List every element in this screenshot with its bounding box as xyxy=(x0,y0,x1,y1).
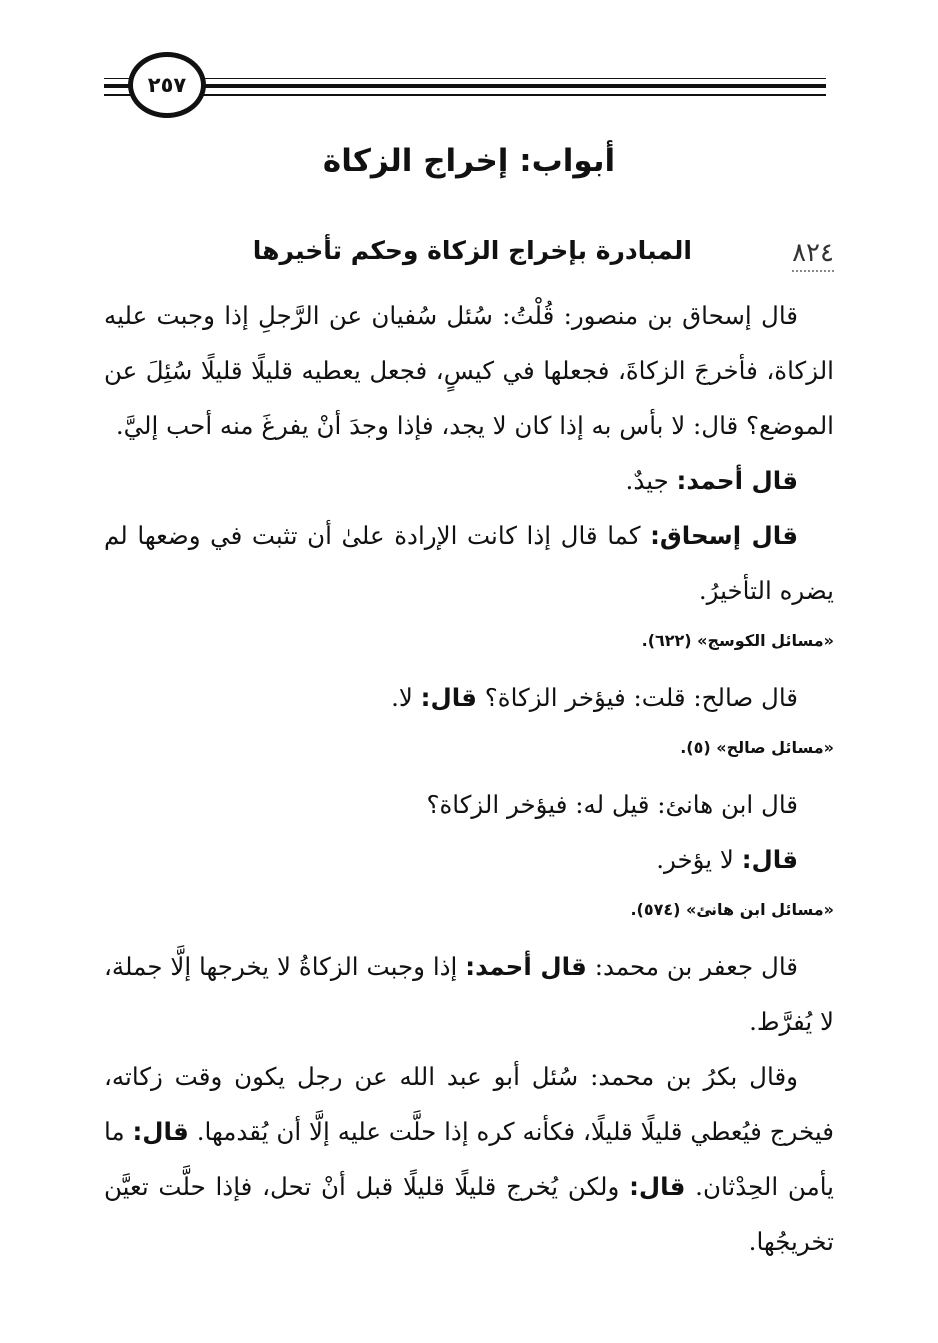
paragraph-answer: لا. xyxy=(391,683,413,712)
source-citation-kawsaj: «مسائل الكوسج» (٦٢٢). xyxy=(641,631,834,650)
speaker-label: قال: xyxy=(741,845,798,874)
paragraph-text: قال صالح: قلت: فيؤخر الزكاة؟ xyxy=(484,683,798,712)
paragraph-salih xyxy=(104,670,834,725)
paragraph-ishaq-answer xyxy=(104,508,834,618)
paragraph-text: قال جعفر بن محمد: xyxy=(594,952,799,981)
body-text xyxy=(104,288,834,1269)
speaker-label: قال: xyxy=(420,683,477,712)
source-citation-ibn-hani: «مسائل ابن هانئ» (٥٧٤). xyxy=(630,900,834,919)
paragraph-ishaq-ibn-mansur: قال إسحاق بن منصور: قُلْتُ: سُئل سُفيان عن الرَّجلِ إذا وجبت عليه الزكاة، فأخرجَ الزكاةَ، فجعلها في كيسٍ، فجعل يعطيه قليلًا قليلًا سُئِلَ عن الموضع؟ قال: لا بأس به إذا كان لا يجد، فإذا وجدَ أنْ يفرغَ منه أحب إليَّ. xyxy=(104,301,834,440)
header-rule-thin-top xyxy=(104,78,826,79)
paragraph-text: إذا وجبت الزكاةُ لا يخرجها إلَّا جملة، لا يُفرَّط. xyxy=(104,952,834,1036)
speaker-label: قال أحمد: xyxy=(465,952,587,981)
paragraph-text: ما يأمن الحِدْثان. xyxy=(104,1117,834,1201)
paragraph-bakr xyxy=(104,1049,834,1269)
speaker-label: قال أحمد: xyxy=(676,466,798,495)
paragraph-text: ولكن يُخرج قليلًا قليلًا قبل أنْ تحل، فإذا حلَّت تعيَّن تخريجُها. xyxy=(104,1172,834,1256)
paragraph-ibn-hani-answer xyxy=(104,832,834,887)
header-rule-thin-bottom xyxy=(104,94,826,96)
paragraph-text: كما قال إذا كانت الإرادة علىٰ أن تثبت في وضعها لم يضره التأخيرُ. xyxy=(104,521,834,605)
paragraph-jafar xyxy=(104,939,834,1049)
page-number: ٢٥٧ xyxy=(147,73,187,97)
section-heading xyxy=(104,236,834,276)
page-number-badge xyxy=(128,52,206,118)
paragraph-text: لا يؤخر. xyxy=(656,845,734,874)
page-header xyxy=(0,0,938,130)
paragraph-ahmad-answer xyxy=(104,453,834,508)
source-citation-salih: «مسائل صالح» (٥). xyxy=(680,738,834,757)
paragraph-text: جيدٌ. xyxy=(625,466,669,495)
section-title: المبادرة بإخراج الزكاة وحكم تأخيرها xyxy=(252,236,692,265)
paragraph-ibn-hani-question: قال ابن هانئ: قيل له: فيؤخر الزكاة؟ xyxy=(426,790,798,819)
speaker-label: قال إسحاق: xyxy=(650,521,798,550)
page-title: أبواب: إخراج الزكاة xyxy=(322,143,616,179)
section-number: ٨٢٤ xyxy=(792,238,834,272)
header-rule-thick xyxy=(104,84,826,88)
speaker-label: قال: xyxy=(132,1117,189,1146)
paragraph-text: وقال بكرُ بن محمد: سُئل أبو عبد الله عن رجل يكون وقت زكاته، فيخرج فيُعطي قليلًا قليلًا، فكأنه كره إذا حلَّت عليه إلَّا أن يُقدمها. xyxy=(104,1062,834,1146)
speaker-label: قال: xyxy=(629,1172,686,1201)
